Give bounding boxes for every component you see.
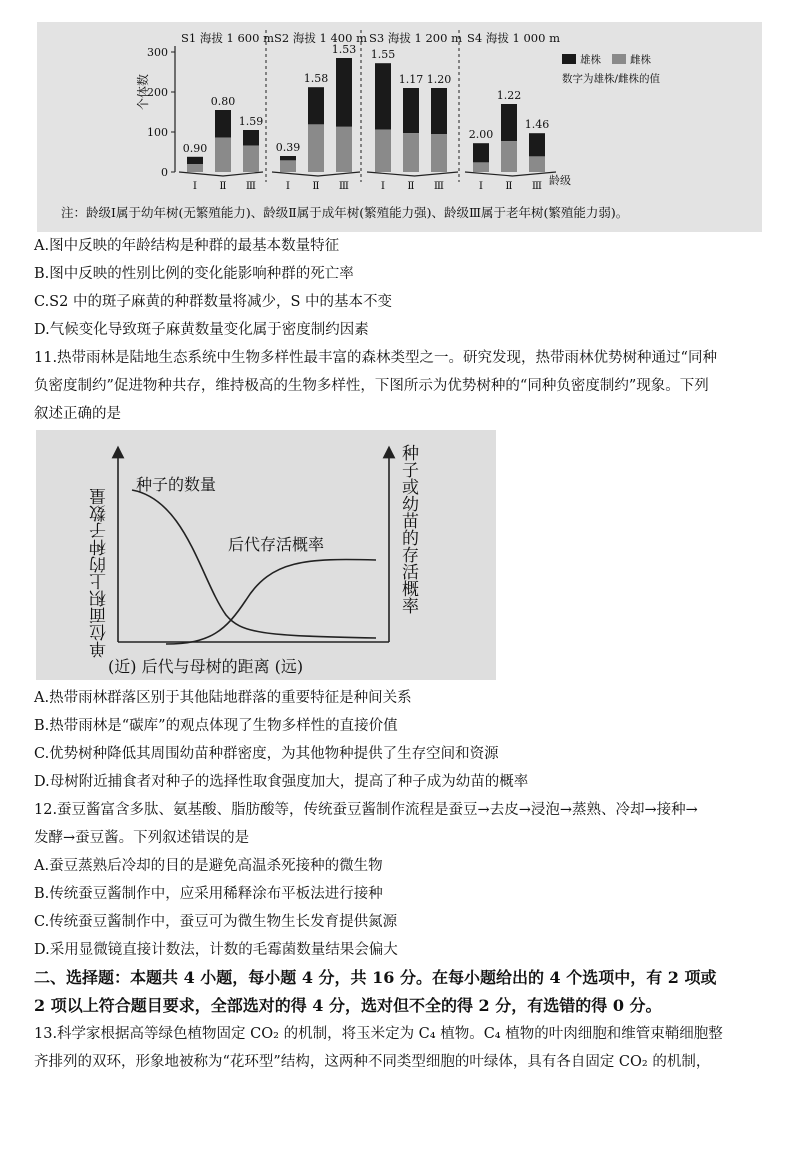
bar-female-segment (280, 160, 296, 172)
site-baseline (179, 172, 263, 176)
curve1-label: 种子的数量 (136, 475, 217, 494)
bar-female-segment (243, 146, 259, 172)
legend-note: 数字为雄株/雌株的值 (562, 73, 661, 85)
x-category-label: Ⅲ (531, 180, 543, 192)
bar-female-segment (473, 162, 489, 172)
bar-female-segment (501, 141, 517, 172)
legend-female-label: 雌株 (630, 54, 651, 66)
y-tick-label: 200 (147, 86, 168, 99)
q12-option-c: C.传统蚕豆酱制作中，蚕豆可为微生物生长发育提供氮源 (34, 914, 398, 930)
seed-number-curve (132, 490, 376, 638)
survival-probability-curve (166, 559, 376, 644)
q10-option-c: C.S2 中的斑子麻黄的种群数量将减少，S 中的基本不变 (34, 294, 392, 310)
y-tick-label: 100 (147, 126, 168, 139)
y-tick-label: 0 (161, 166, 168, 179)
bar-female-segment (431, 134, 447, 172)
legend (562, 53, 661, 85)
site-title: S4 海拔 1 000 m (467, 31, 560, 45)
q12-stem-line-2: 发酵→蚕豆酱。下列叙述错误的是 (34, 830, 250, 846)
bar-male-segment (529, 133, 545, 156)
x-category-label: Ⅲ (245, 180, 257, 192)
right-axis-label: 种子或幼苗的存活概率 (398, 444, 418, 614)
bar-ratio-label: 0.90 (182, 141, 208, 155)
q10-option-b: B.图中反映的性别比例的变化能影响种群的死亡率 (34, 266, 354, 282)
x-category-label: Ⅱ (407, 180, 415, 192)
bar-ratio-label: 1.59 (238, 115, 264, 128)
legend-female-swatch (612, 54, 626, 64)
site-title: S3 海拔 1 200 m (369, 31, 462, 45)
bar-female-segment (403, 133, 419, 172)
legend-male-label: 雄株 (580, 54, 601, 66)
section2-line-2: 2 项以上符合题目要求，全部选对的得 4 分，选对但不全的得 2 分，有选错的得 0 分。 (34, 996, 662, 1015)
site-baseline (367, 172, 458, 176)
site-baseline (272, 172, 360, 176)
q12-option-b: B.传统蚕豆酱制作中，应采用稀释涂布平板法进行接种 (34, 886, 383, 902)
q11-option-d: D.母树附近捕食者对种子的选择性取食强度加大，提高了种子成为幼苗的概率 (34, 774, 529, 790)
bar-male-segment (336, 58, 352, 127)
q12-option-d: D.采用显微镜直接计数法，计数的毛霉菌数量结果会偏大 (34, 942, 398, 958)
curve2-label: 后代存活概率 (228, 535, 325, 554)
bar-male-segment (187, 157, 203, 164)
x-category-label: Ⅱ (219, 180, 227, 192)
q11-stem-line-2: 负密度制约”促进物种共存，维持极高的生物多样性，下图所示为优势树种的“同种负密度制约”现象。下列 (34, 378, 709, 394)
bar-male-segment (308, 87, 324, 124)
q12-stem-line-1: 12.蚕豆酱富含多肽、氨基酸、脂肪酸等，传统蚕豆酱制作流程是蚕豆→去皮→浸泡→蒸熟、冷却→接种→ (34, 802, 698, 818)
left-axis-label: 单位面积上的种子数量 (90, 488, 110, 658)
curve-figure-svg (36, 430, 496, 680)
bar-ratio-label: 1.17 (398, 73, 424, 86)
q11-option-a: A.热带雨林群落区别于其他陆地群落的重要特征是种间关系 (34, 690, 412, 706)
bar-male-segment (431, 88, 447, 134)
x-category-label: Ⅰ (380, 180, 386, 192)
q11-option-c: C.优势树种降低其周围幼苗种群密度，为其他物种提供了生存空间和资源 (34, 746, 499, 762)
bar-male-segment (215, 110, 231, 138)
bar-ratio-label: 1.46 (524, 118, 550, 132)
bar-ratio-label: 1.20 (426, 73, 452, 86)
bar-ratio-label: 0.39 (275, 141, 301, 154)
q11-option-b: B.热带雨林是“碳库”的观点体现了生物多样性的直接价值 (34, 718, 398, 734)
bar-male-segment (473, 143, 489, 162)
bar-female-segment (336, 127, 352, 172)
legend-male-swatch (562, 54, 576, 64)
bar-ratio-label: 0.80 (210, 95, 236, 108)
bar-female-segment (308, 124, 324, 172)
x-category-label: Ⅱ (505, 180, 513, 192)
q13-line-2: 齐排列的双环，形象地被称为“花环型”结构，这两种不同类型细胞的叶绿体，具有各自固定 CO₂ 的机制， (34, 1054, 711, 1070)
y-axis-label: 个体数 (136, 73, 150, 111)
x-category-label: Ⅲ (433, 180, 445, 192)
x-category-label: Ⅰ (285, 180, 291, 192)
bar-ratio-label: 1.22 (496, 89, 522, 102)
x-category-label: Ⅱ (312, 180, 320, 192)
population-bar-chart (37, 22, 762, 232)
chart-note: 注：龄级Ⅰ属于幼年树(无繁殖能力)、龄级Ⅱ属于成年树(繁殖能力强)、龄级Ⅲ属于老年树(繁殖能力弱)。 (61, 205, 629, 220)
site-baseline (465, 172, 556, 176)
bar-female-segment (529, 156, 545, 172)
q11-stem-line-1: 11.热带雨林是陆地生态系统中生物多样性最丰富的森林类型之一。研究发现，热带雨林优势树种通过“同种 (34, 350, 717, 366)
site-title: S2 海拔 1 400 m (274, 31, 367, 45)
site-title: S1 海拔 1 600 m (181, 31, 274, 45)
x-axis-label: (近) 后代与母树的距离 (远) (108, 657, 304, 676)
bar-female-segment (215, 138, 231, 172)
bar-ratio-label: 1.55 (370, 48, 396, 62)
x-category-label: Ⅰ (478, 180, 484, 192)
bar-ratio-label: 2.00 (468, 128, 494, 142)
q10-option-a: A.图中反映的年龄结构是种群的最基本数量特征 (34, 238, 340, 254)
bar-male-segment (501, 104, 517, 141)
negative-density-figure (36, 430, 496, 680)
bar-male-segment (403, 88, 419, 133)
x-axis-label: 龄级 (549, 174, 571, 187)
x-category-label: Ⅰ (192, 180, 198, 192)
q10-option-d: D.气候变化导致斑子麻黄数量变化属于密度制约因素 (34, 322, 369, 338)
bar-male-segment (280, 156, 296, 160)
section2-line-1: 二、选择题：本题共 4 小题，每小题 4 分，共 16 分。在每小题给出的 4 个选项中，有 2 项或 (34, 968, 717, 987)
bar-male-segment (243, 130, 259, 146)
bar-female-segment (187, 164, 203, 172)
bar-chart-svg (37, 22, 762, 232)
bar-ratio-label: 1.53 (331, 43, 357, 56)
x-category-label: Ⅲ (338, 180, 350, 192)
y-tick-label: 300 (147, 46, 168, 59)
q12-option-a: A.蚕豆蒸熟后冷却的目的是避免高温杀死接种的微生物 (34, 858, 383, 874)
bar-male-segment (375, 63, 391, 129)
bar-female-segment (375, 130, 391, 172)
q13-line-1: 13.科学家根据高等绿色植物固定 CO₂ 的机制，将玉米定为 C₄ 植物。C₄ 植物的叶肉细胞和维管束鞘细胞整 (34, 1026, 723, 1042)
bar-ratio-label: 1.58 (303, 72, 329, 86)
q11-stem-line-3: 叙述正确的是 (34, 406, 121, 422)
